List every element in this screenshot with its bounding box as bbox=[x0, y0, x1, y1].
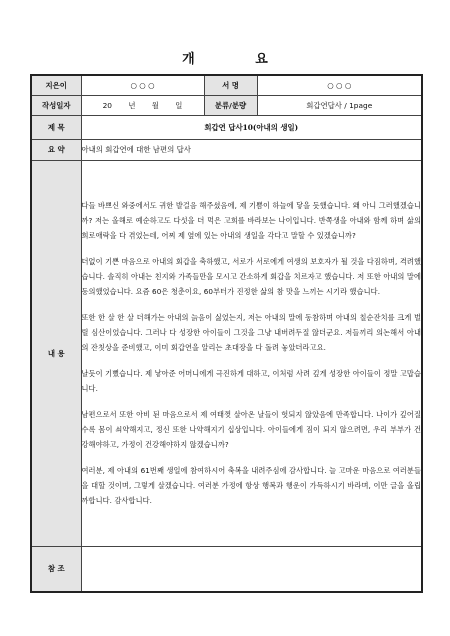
summary-value: 아내의 회갑연에 대한 남편의 답사 bbox=[81, 139, 422, 160]
content-label: 내 용 bbox=[31, 160, 81, 546]
content-body bbox=[81, 160, 422, 546]
content-row bbox=[31, 160, 422, 546]
signature-value: ○ ○ ○ bbox=[257, 75, 422, 95]
content-paragraph: 여러분, 제 아내의 61번째 생일에 참여하시어 축복을 내려주심에 감사합니다. 늘 고마운 마음으로 여러분들을 대할 것이며, 그렇게 살겠습니다. 여러분 가정에 항상 행복과 행운이 가득하시기 바라며, 이만 글을 올립까합니다. 감사합니다. bbox=[81, 466, 421, 505]
summary-row bbox=[31, 139, 422, 160]
content-paragraph: 다들 바쁘신 와중에서도 귀한 발걸음 해주셨음에, 제 기쁨이 하늘에 닿을 듯했습니다. 왜 아니 그러했겠습니까? 저는 올해로 예순하고도 다섯을 더 먹은 고희를 바라보는 나이입니다. 반쪽생을 아내와 함께 하며 삶의 희로애락을 다 겪었는데, 어찌 제 옆에 있는 아내의 생일을 각다고 말할 수 있겠습니까? bbox=[81, 201, 421, 240]
date-value: 20 년 월 일 bbox=[81, 95, 204, 115]
author-value: ○ ○ ○ bbox=[81, 75, 204, 95]
content-paragraph: 날듯이 기뻤습니다. 제 낳아준 어머니에게 극진하게 대하고, 이처럼 사려 깊게 성장한 아이들이 정말 고맙습니다. bbox=[81, 369, 421, 393]
author-row bbox=[31, 75, 422, 95]
category-label: 분류/분량 bbox=[204, 95, 257, 115]
subject-label: 제 목 bbox=[31, 115, 81, 139]
content-paragraph: 더없이 기쁜 마음으로 아내의 회갑을 축하했고, 서로가 서로에게 여생의 보호자가 될 것을 다짐하며, 격려했습니다. 솔직히 아내는 친지와 가족들만을 모시고 간소하게 회갑을 치르자고 했습니다. 저 또한 아내의 말에 동의했었습니다. 요즘 60은 청춘이요, 60부터가 진정한 삶의 참 맛을 느끼는 시기라 했습니다. bbox=[81, 257, 421, 296]
category-value: 회갑연답사 / 1page bbox=[257, 95, 422, 115]
content-paragraph: 남편으로서 또한 아비 된 마음으로서 제 여태껏 살아온 날들이 헛되지 않았음에 만족합니다. 나이가 깊어질수록 몸이 쇠약해지고, 정신 또한 나약해지기 십상입니다. 아이들에게 짐이 되지 않으려면, 우리 부부가 건강해야하고, 가정이 건강해야하지 않겠습니까? bbox=[81, 410, 421, 449]
date-label: 작성일자 bbox=[31, 95, 81, 115]
signature-label: 서 명 bbox=[204, 75, 257, 95]
date-row bbox=[31, 95, 422, 115]
reference-label: 참 조 bbox=[31, 546, 81, 592]
author-label: 지은이 bbox=[31, 75, 81, 95]
content-paragraph: 또한 한 살 한 살 더해가는 아내의 늙음이 싫었는지, 저는 아내의 말에 동참하며 아내의 칠순잔치를 크게 벌릴 심산이었습니다. 그러나 다 성장한 아이들이 그것을 그냥 내버려두질 않더군요. 저들끼리 의논해서 아내의 잔칫상을 준비했고, 이미 회갑연을 알리는 초대장을 다 돌려 놓았더라고요. bbox=[81, 313, 421, 352]
summary-label: 요 약 bbox=[31, 139, 81, 160]
page-title: 개 요 bbox=[182, 52, 296, 67]
summary-form-table bbox=[30, 74, 423, 593]
reference-value bbox=[81, 546, 422, 592]
subject-row bbox=[31, 115, 422, 139]
subject-value: 회갑연 답사10(아내의 생일) bbox=[81, 115, 422, 139]
reference-row bbox=[31, 546, 422, 592]
